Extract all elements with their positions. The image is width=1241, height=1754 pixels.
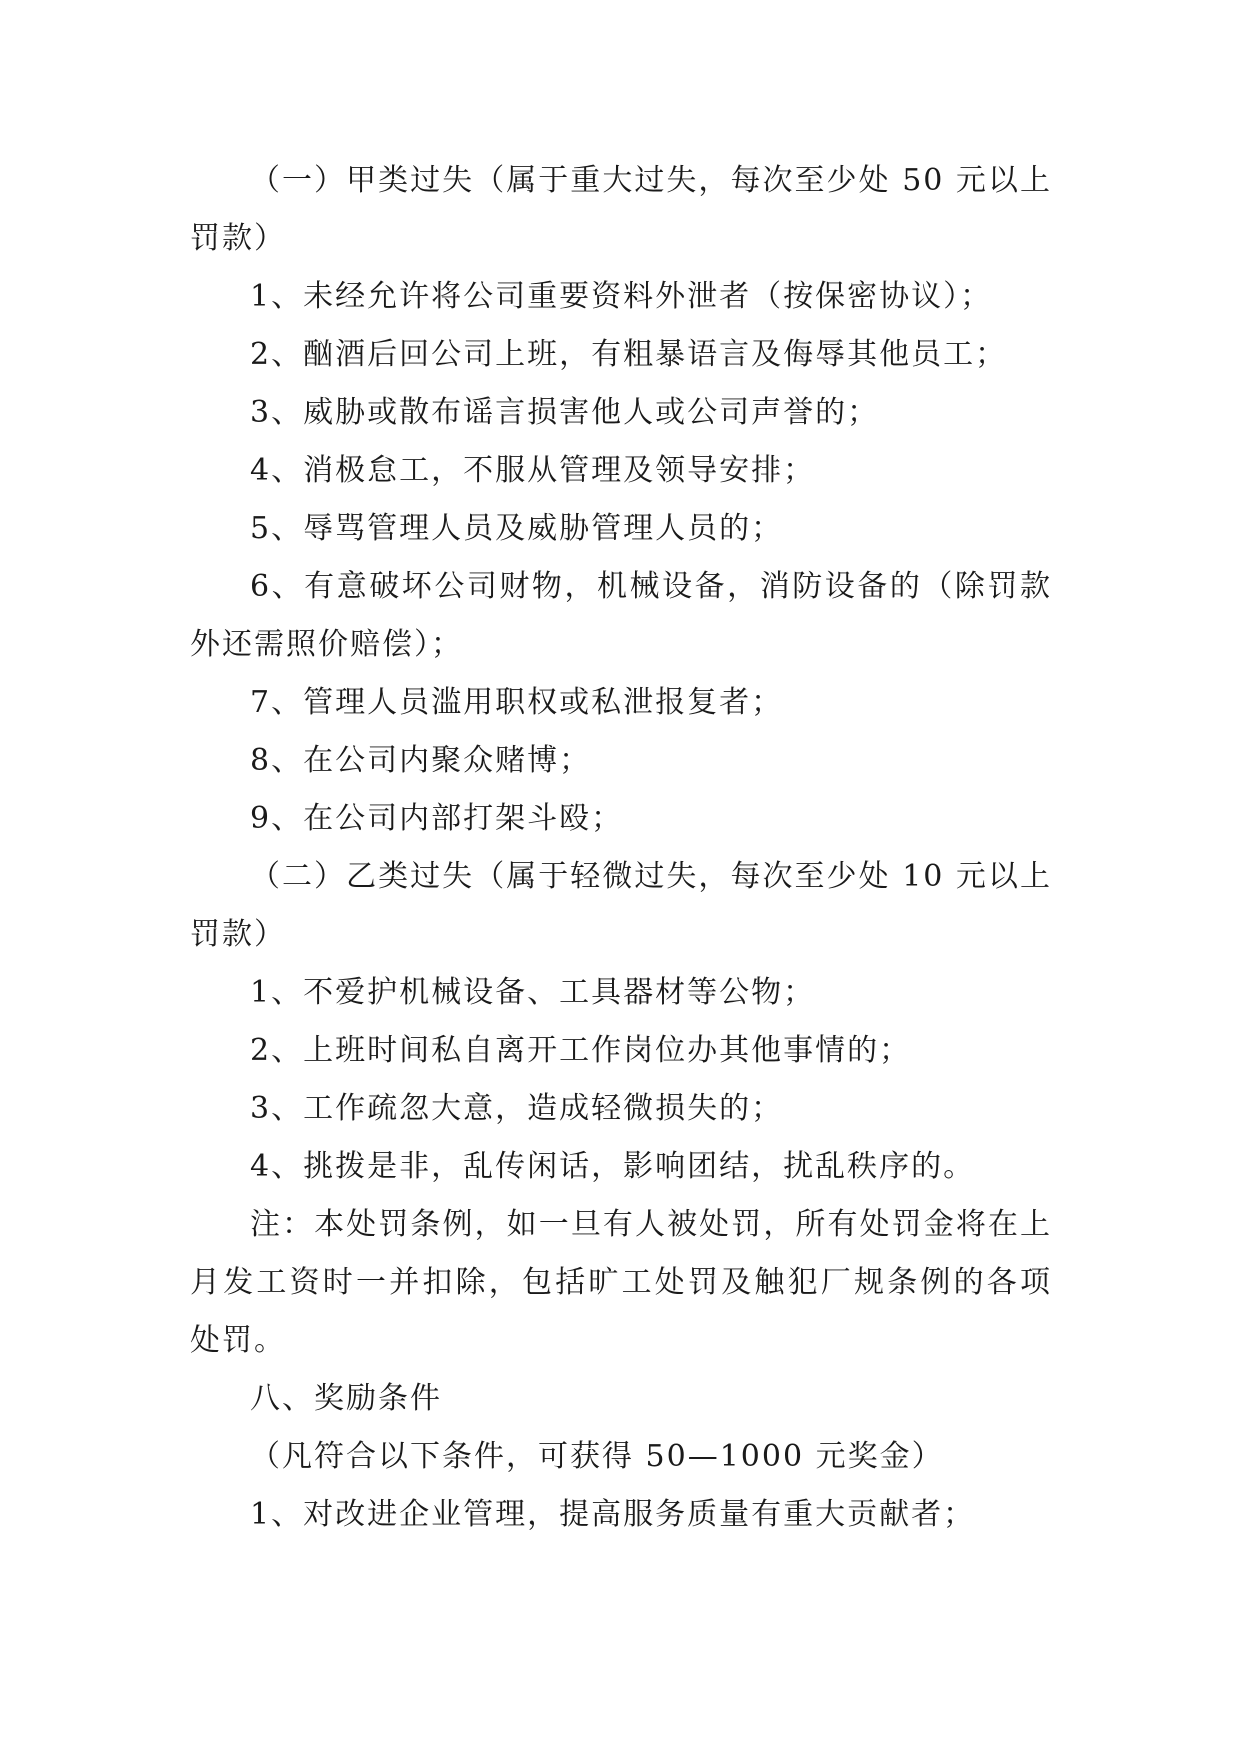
list-item: 2、酗酒后回公司上班，有粗暴语言及侮辱其他员工； bbox=[250, 337, 1008, 372]
list-item: 3、威胁或散布谣言损害他人或公司声誉的； bbox=[250, 395, 880, 430]
list-item: 9、在公司内部打架斗殴； bbox=[250, 801, 624, 836]
list-item: 3、工作疏忽大意，造成轻微损失的； bbox=[250, 1091, 784, 1126]
section-heading-class-b: （二）乙类过失（属于轻微过失，每次至少处 10 元以上罚款） bbox=[190, 859, 1052, 952]
section-heading-rewards: 八、奖励条件 bbox=[250, 1381, 442, 1416]
reward-condition-intro: （凡符合以下条件，可获得 50—1000 元奖金） bbox=[250, 1439, 944, 1474]
list-item: 1、未经允许将公司重要资料外泄者（按保密协议）； bbox=[250, 279, 993, 314]
list-item: 8、在公司内聚众赌博； bbox=[250, 743, 592, 778]
list-item: 4、消极怠工，不服从管理及领导安排； bbox=[250, 453, 816, 488]
document-body bbox=[190, 152, 1052, 1544]
list-item: 1、对改进企业管理，提高服务质量有重大贡献者； bbox=[250, 1497, 976, 1532]
list-item: 5、辱骂管理人员及威胁管理人员的； bbox=[250, 511, 784, 546]
section-heading-class-a: （一）甲类过失（属于重大过失，每次至少处 50 元以上罚款） bbox=[190, 163, 1052, 256]
list-item: 1、不爱护机械设备、工具器材等公物； bbox=[250, 975, 816, 1010]
list-item: 4、挑拨是非，乱传闲话，影响团结，扰乱秩序的。 bbox=[250, 1149, 976, 1184]
note-paragraph: 注：本处罚条例，如一旦有人被处罚，所有处罚金将在上月发工资时一并扣除，包括旷工处罚及触犯厂规条例的各项处罚。 bbox=[190, 1207, 1052, 1358]
list-item: 6、有意破坏公司财物，机械设备，消防设备的（除罚款外还需照价赔偿）； bbox=[190, 569, 1052, 662]
list-item: 2、上班时间私自离开工作岗位办其他事情的； bbox=[250, 1033, 912, 1068]
list-item: 7、管理人员滥用职权或私泄报复者； bbox=[250, 685, 784, 720]
